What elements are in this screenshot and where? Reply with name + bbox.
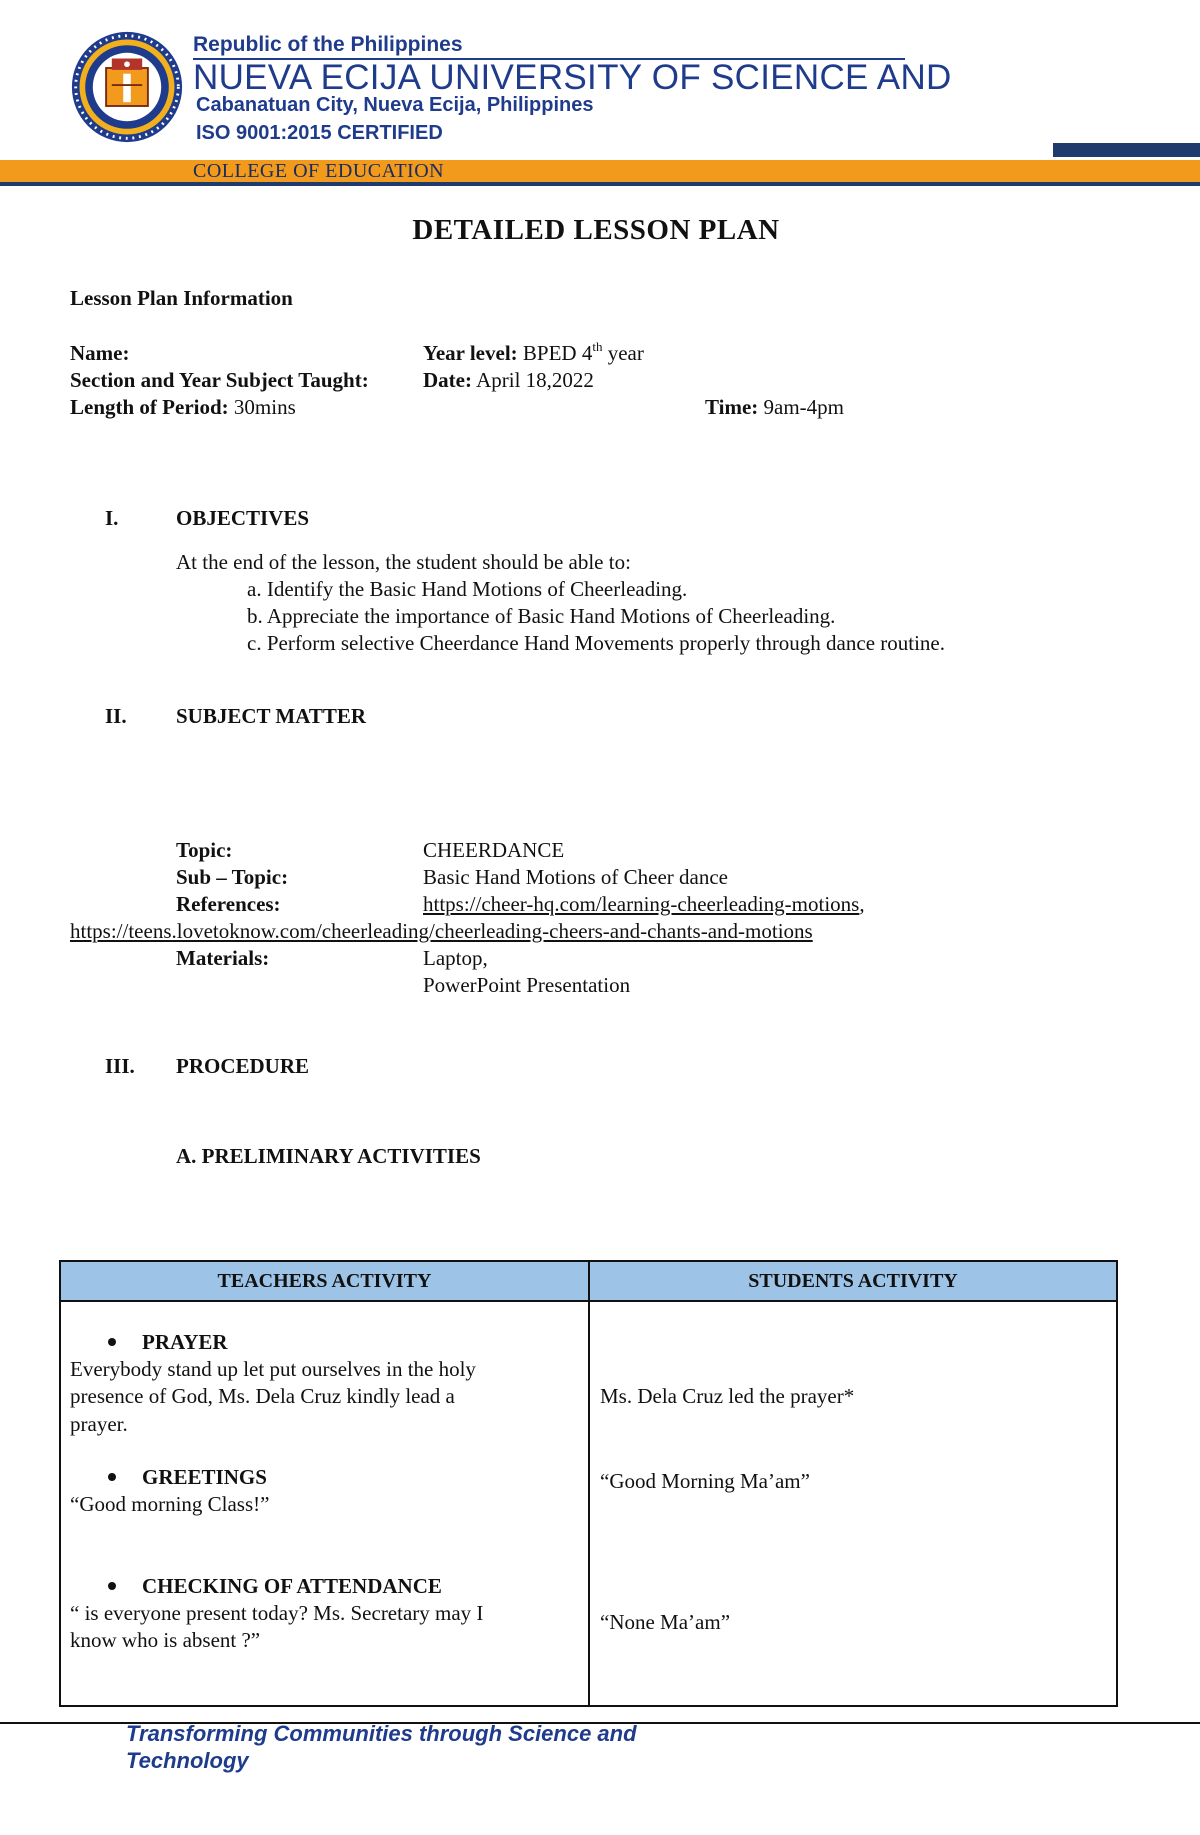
time (705, 395, 844, 420)
student-response: “Good Morning Ma’am” (600, 1469, 810, 1493)
college-name: COLLEGE OF EDUCATION (193, 160, 445, 182)
iso-certification: ISO 9001:2015 CERTIFIED (196, 122, 443, 144)
subject-matter-heading: SUBJECT MATTER (176, 704, 367, 728)
teacher-line: “ is everyone present today? Ms. Secretary may I (70, 1601, 484, 1625)
header-orange-band (0, 160, 1200, 182)
objective-item: a. Identify the Basic Hand Motions of Cheerleading. (247, 577, 688, 601)
date-label: Date: (423, 368, 472, 392)
activity-table (59, 1260, 1118, 1707)
objectives-heading: OBJECTIVES (176, 506, 310, 530)
time-value: 9am-4pm (763, 395, 845, 419)
year-level-value: BPED 4 (522, 341, 593, 365)
reference-2 (70, 919, 813, 944)
year-level-sup: th (592, 339, 603, 354)
row-title: CHECKING OF ATTENDANCE (142, 1574, 442, 1598)
preliminary-heading: A. PRELIMINARY ACTIVITIES (176, 1144, 481, 1168)
objectives-intro: At the end of the lesson, the student should be able to: (176, 550, 631, 574)
republic-text: Republic of the Philippines (193, 33, 463, 56)
table-column-divider (588, 1262, 590, 1705)
name-label: Name: (70, 341, 130, 365)
table-header-student: STUDENTS ACTIVITY (748, 1270, 958, 1292)
student-response: Ms. Dela Cruz led the prayer* (600, 1384, 855, 1408)
reference-separator: , (859, 892, 865, 916)
topic-value: CHEERDANCE (423, 838, 565, 862)
reference-link[interactable]: https://cheer-hq.com/learning-cheerleading-motions (423, 892, 860, 916)
time-label: Time: (705, 395, 759, 419)
teacher-line: Everybody stand up let put ourselves in the holy (70, 1357, 476, 1381)
year-level-label: Year level: (423, 341, 518, 365)
bullet-icon (108, 1582, 116, 1590)
references-label: References: (176, 892, 281, 916)
length-label: Length of Period: (70, 395, 229, 419)
year-level-suffix: year (607, 341, 644, 365)
bullet-icon (108, 1473, 116, 1481)
topic-label: Topic: (176, 838, 233, 862)
university-name: NUEVA ECIJA UNIVERSITY OF SCIENCE AND (193, 58, 952, 97)
length-value: 30mins (233, 395, 296, 419)
subtopic-label: Sub – Topic: (176, 865, 289, 889)
row-title: GREETINGS (142, 1465, 267, 1489)
teacher-line: know who is absent ?” (70, 1628, 261, 1652)
header-navy-band (0, 182, 1200, 186)
procedure-heading: PROCEDURE (176, 1054, 310, 1078)
bullet-icon (108, 1338, 116, 1346)
year-level (423, 341, 644, 366)
footer-tagline (126, 1720, 637, 1774)
materials-item: PowerPoint Presentation (423, 973, 631, 997)
objective-item: c. Perform selective Cheerdance Hand Movements properly through dance routine. (247, 631, 946, 655)
objectives-numeral: I. (105, 506, 119, 530)
objective-item: b. Appreciate the importance of Basic Hand Motions of Cheerleading. (247, 604, 836, 628)
subtopic-value: Basic Hand Motions of Cheer dance (423, 865, 729, 889)
page-title: DETAILED LESSON PLAN (412, 214, 780, 246)
student-response: “None Ma’am” (600, 1610, 731, 1634)
footer-line: Technology (126, 1748, 249, 1773)
header-accent-bar (1053, 143, 1200, 157)
row-title: PRAYER (142, 1330, 228, 1354)
reference-1 (423, 892, 865, 917)
subject-matter-numeral: II. (105, 704, 127, 728)
teacher-line: prayer. (70, 1412, 128, 1436)
materials-item: Laptop, (423, 946, 488, 970)
materials-label: Materials: (176, 946, 270, 970)
university-seal-icon (70, 30, 184, 144)
teacher-line: “Good morning Class!” (70, 1492, 270, 1516)
length-of-period (70, 395, 296, 420)
table-header-teacher: TEACHERS ACTIVITY (217, 1270, 432, 1292)
section-label: Section and Year Subject Taught: (70, 368, 369, 392)
procedure-numeral: III. (105, 1054, 135, 1078)
date-value: April 18,2022 (476, 368, 594, 392)
teacher-line: presence of God, Ms. Dela Cruz kindly lead a (70, 1384, 455, 1408)
date (423, 368, 594, 393)
university-address: Cabanatuan City, Nueva Ecija, Philippines (196, 94, 594, 116)
footer-line: Transforming Communities through Science and (126, 1721, 637, 1746)
reference-link[interactable]: https://teens.lovetoknow.com/cheerleading/cheerleading-cheers-and-chants-and-motions (70, 919, 813, 943)
info-heading: Lesson Plan Information (70, 286, 293, 310)
